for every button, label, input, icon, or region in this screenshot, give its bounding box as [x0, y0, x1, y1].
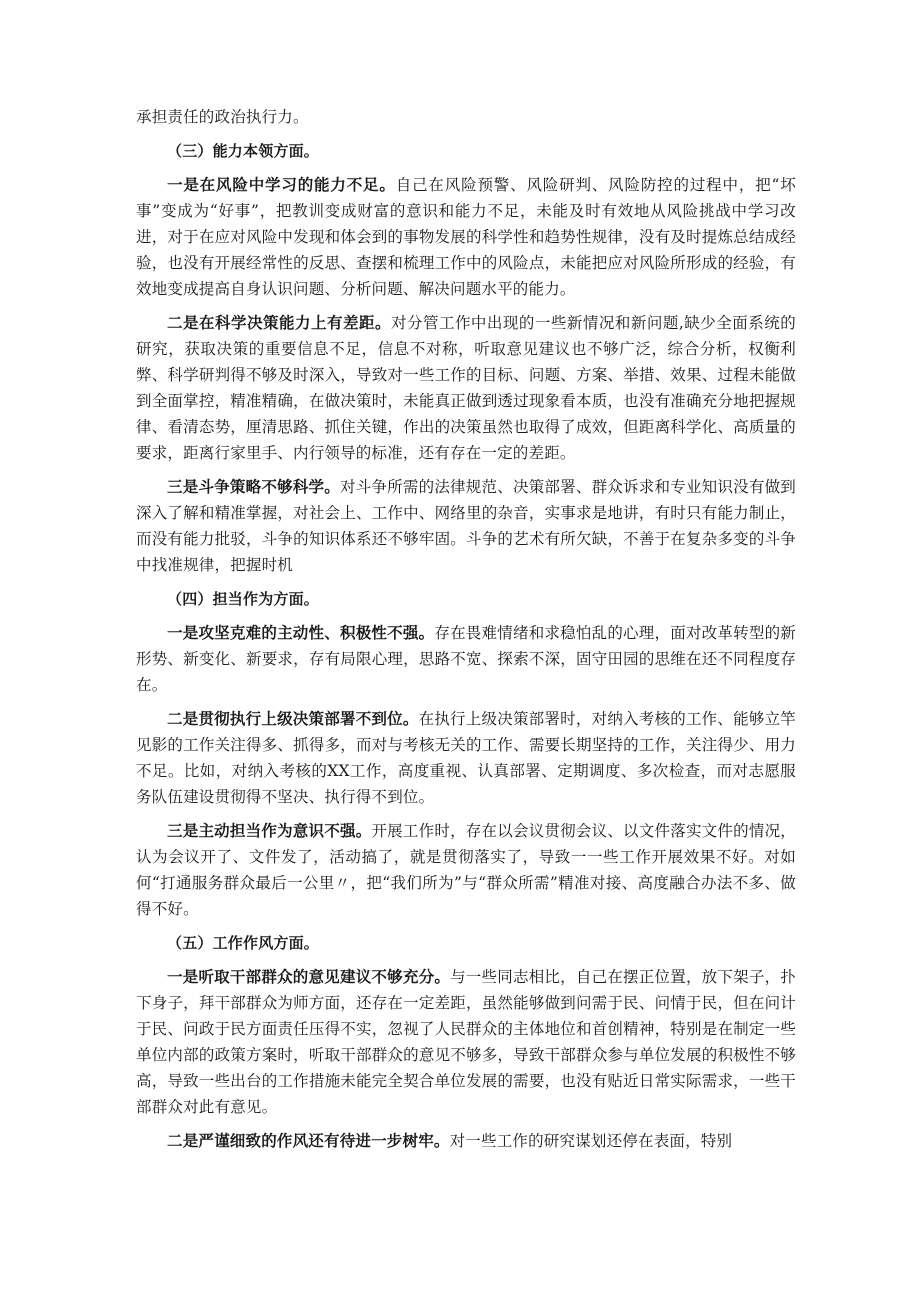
paragraph-lead: 一是听取干部群众的意见建议不够充分。 [167, 968, 451, 986]
intro-text: 承担责任的政治执行力。 [136, 108, 309, 126]
paragraph-lead: 一是攻坚克难的主动性、积极性不强。 [167, 624, 435, 642]
paragraph-body: 在执行上级决策部署时，对纳入考核的工作、能够立竿见影的工作关注得多、抓得多，而对与考核无关的工作、需要长期坚持的工作，关注得少、用力不足。比如，对纳入考核的XX工作，高度重视、认真部署、定期调度、多次检查，而对志愿服务队伍建设贯彻得不坚决、执行得不到位。 [136, 710, 796, 806]
paragraph-lead: 二是在科学决策能力上有差距。 [167, 314, 391, 332]
paragraph-lead: 一是在风险中学习的能力不足。 [167, 176, 396, 194]
paragraph-body: 存在畏难情绪和求稳怕乱的心理，面对改革转型的新形势、新变化、新要求，存有局限心理，思路不宽、探索不深，固守田园的思维在还不同程度存在。 [136, 624, 797, 694]
paragraph-4-1 [136, 620, 796, 698]
paragraph-lead: 三是主动担当作为意识不强。 [167, 822, 372, 840]
paragraph-3-2 [136, 310, 796, 466]
paragraph-lead: 二是严谨细致的作风还有待进一步树牢。 [167, 1132, 450, 1150]
section-heading-3: （三）能力本领方面。 [167, 142, 320, 160]
paragraph-3-3 [136, 474, 796, 578]
paragraph-body: 对分管工作中出现的一些新情况和新问题,缺少全面系统的研究，获取决策的重要信息不足，信息不对称，听取意见建议也不够广泛，综合分析，权衡利弊、科学研判得不够及时深入，导致对一些工作的目标、问题、方案、举措、效果、过程未能做到全面掌控，精准精确，在做决策时，未能真正做到透过现象看本质，也没有准确充分地把握规律、看清态势，厘清思路、抓住关键，作出的决策虽然也取得了成效，但距离科学化、高质量的要求，距离行家里手、内行领导的标准，还有存在一定的差距。 [136, 314, 796, 462]
document-page [136, 104, 796, 1154]
paragraph-body: 对斗争所需的法律规范、决策部署、群众诉求和专业知识没有做到深入了解和精准掌握，对社会上、工作中、网络里的杂音，实事求是地讲，有时只有能力制止，而没有能力批驳，斗争的知识体系还不够牢固。斗争的艺术有所欠缺，不善于在复杂多变的斗争中找准规律，把握时机 [136, 478, 796, 574]
paragraph-body: 对一些工作的研究谋划还停在表面，特别 [449, 1132, 733, 1150]
paragraph-body: 自己在风险预警、风险研判、风险防控的过程中，把“坏事”变成为“好事”，把教训变成财富的意识和能力不足，未能及时有效地从风险挑战中学习改进，对于在应对风险中发现和体会到的事物发展的科学性和趋势性规律，没有及时提炼总结成经验，也没有开展经常性的反思、查摆和梳理工作中的风险点，未能把应对风险所形成的经验，有效地变成提高自身认识问题、分析问题、解决问题水平的能力。 [136, 176, 796, 298]
paragraph-5-1 [136, 964, 796, 1120]
paragraph-lead: 二是贯彻执行上级决策部署不到位。 [167, 710, 419, 728]
paragraph-5-2 [136, 1128, 796, 1154]
section-heading-5: （五）工作作风方面。 [167, 934, 320, 952]
paragraph-lead: 三是斗争策略不够科学。 [167, 478, 340, 496]
paragraph-body: 开展工作时，存在以会议贯彻会议、以文件落实文件的情况，认为会议开了、文件发了，活动搞了，就是贯彻落实了，导致一一些工作开展效果不好。对如何“打通服务群众最后一公里〃，把“我们所为”与“群众所需”精准对接、高度融合办法不多、做得不好。 [136, 822, 796, 918]
paragraph-3-1 [136, 172, 796, 302]
paragraph-4-3 [136, 818, 796, 922]
paragraph-body: 与一些同志相比，自己在摆正位置，放下架子，扑下身子，拜干部群众为师方面，还存在一定差距，虽然能够做到问需于民、问情于民，但在问计于民、问政于民方面责任压得不实，忽视了人民群众的主体地位和首创精神，特别是在制定一些单位内部的政策方案时，听取干部群众的意见不够多，导致干部群众参与单位发展的积极性不够高，导致一些出台的工作措施未能完全契合单位发展的需要，也没有贴近日常实际需求，一些干部群众对此有意见。 [136, 968, 796, 1116]
paragraph-4-2 [136, 706, 796, 810]
section-heading-4: （四）担当作为方面。 [167, 590, 320, 608]
